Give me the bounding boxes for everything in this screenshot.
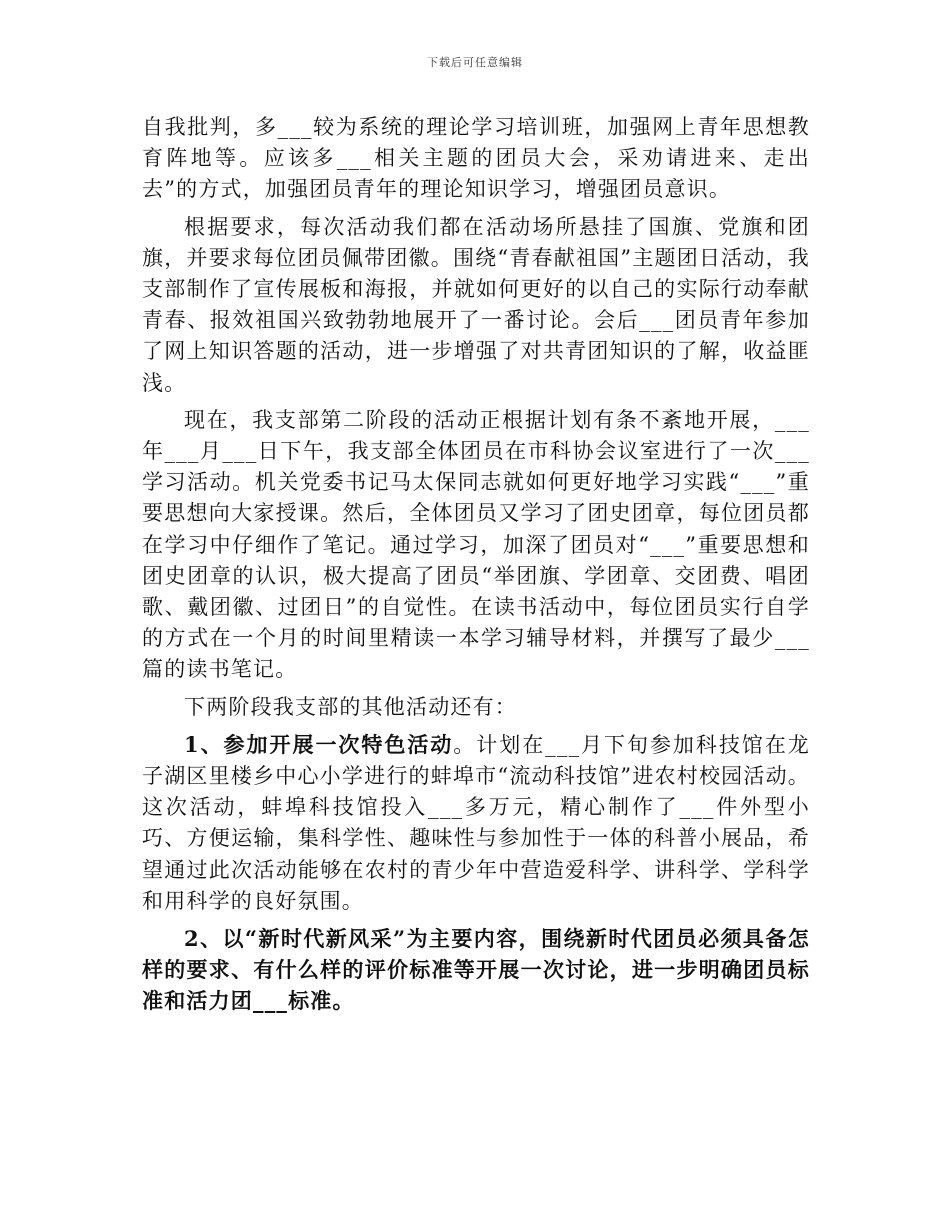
paragraph-6: 2、以“新时代新风采”为主要内容，围绕新时代团员必须具备怎样的要求、有什么样的评价标准等开展一次讨论，进一步明确团员标准和活力团___标准。 xyxy=(142,926,810,1014)
activity-1-heading: 1、参加开展一次特色活动 xyxy=(184,731,454,757)
paragraph-2: 根据要求，每次活动我们都在活动场所悬挂了国旗、党旗和团旗，并要求每位团员佩带团徽。围绕“青春献祖国”主题团日活动，我支部制作了宣传展板和海报，并就如何更好的以自己的实际行动奉献青春、报效祖国兴致勃勃地展开了一番讨论。会后___团员青年参加了网上知识答题的活动，进一步增强了对共青团知识的了解，收益匪浅。 xyxy=(142,214,810,395)
page-header: 下载后可任意编辑 xyxy=(427,56,523,69)
paragraph-4: 下两阶段我支部的其他活动还有： xyxy=(184,694,517,719)
activity-1-text: 。计划在___月下旬参加科技馆在龙子湖区里楼乡中心小学进行的蚌埠市“流动科技馆”进农村校园活动。这次活动，蚌埠科技馆投入___多万元，精心制作了___件外型小巧、方便运输，集科学性、趣味性与参加性于一体的科普小展品，希望通过此次活动能够在农村的青少年中营造爱科学、讲科学、学科学和用科学的良好氛围。 xyxy=(142,732,810,913)
paragraph-3: 现在，我支部第二阶段的活动正根据计划有条不紊地开展，___年___月___日下午，我支部全体团员在市科协会议室进行了一次___学习活动。机关党委书记马太保同志就如何更好地学习实践“___”重要思想向大家授课。然后，全体团员又学习了团史团章，每位团员都在学习中仔细作了笔记。通过学习，加深了团员对“___”重要思想和团史团章的认识，极大提高了团员“举团旗、学团章、交团费、唱团歌、戴团徽、过团日”的自觉性。在读书活动中，每位团员实行自学的方式在一个月的时间里精读一本学习辅导材料，并撰写了最少___篇的读书笔记。 xyxy=(142,407,810,682)
paragraph-5 xyxy=(142,729,810,917)
paragraph-1: 自我批判，多___较为系统的理论学习培训班，加强网上青年思想教育阵地等。应该多___相关主题的团员大会，采劝请进来、走出去”的方式，加强团员青年的理论知识学习，增强团员意识。 xyxy=(142,115,810,202)
document-body xyxy=(142,112,810,1017)
